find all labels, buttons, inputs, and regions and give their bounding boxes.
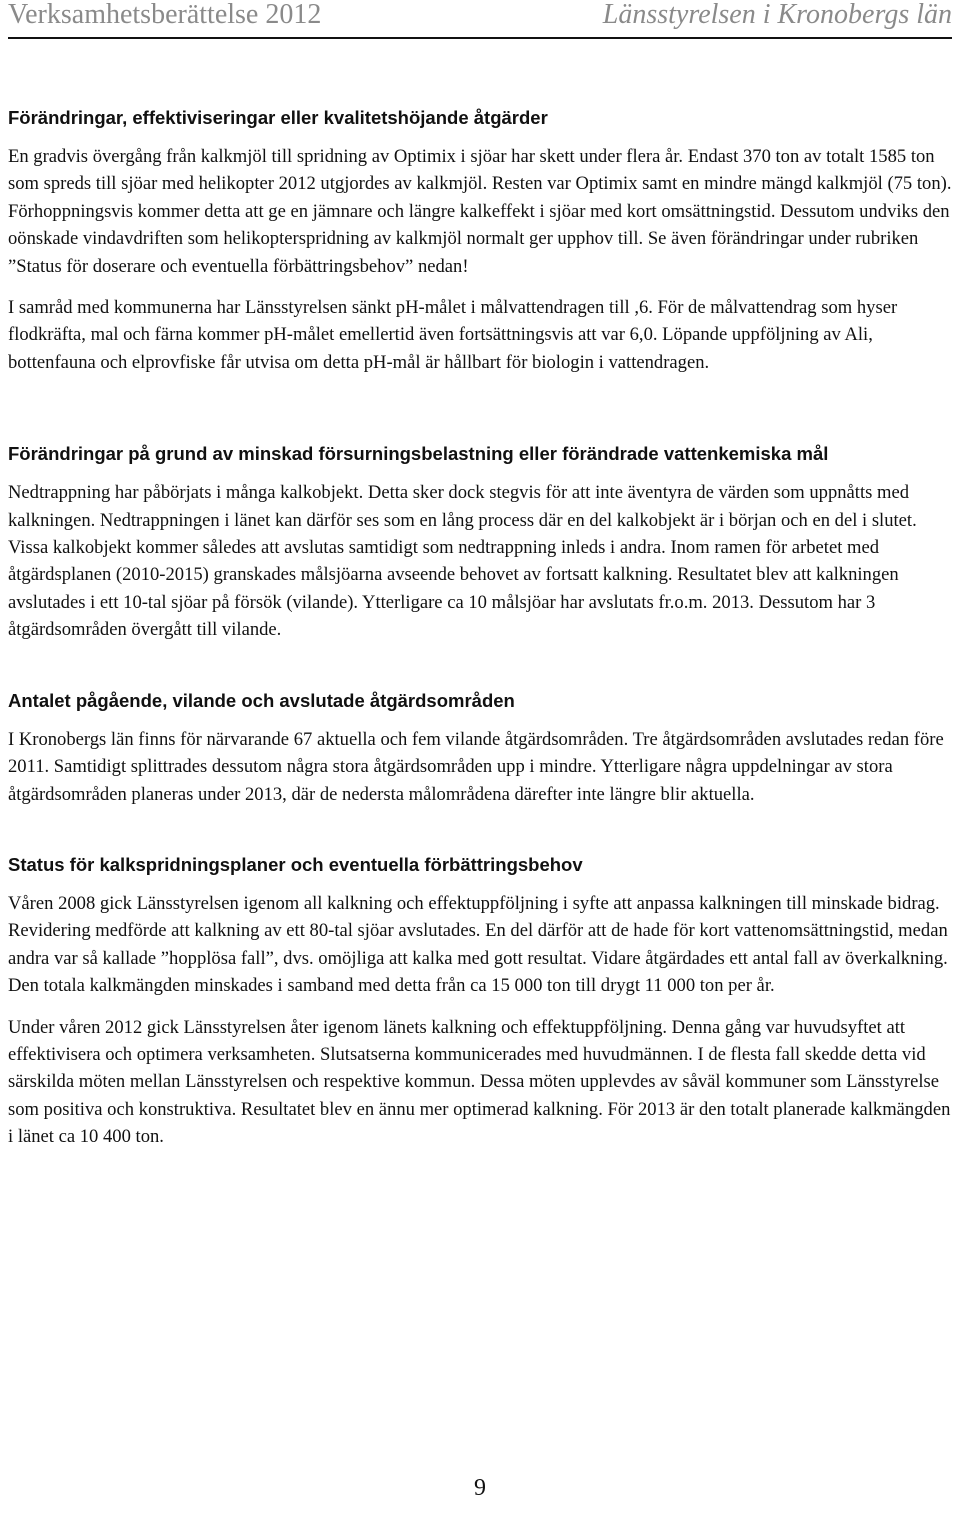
section-heading: Förändringar, effektiviseringar eller kvalitetshöjande åtgärder (8, 107, 548, 128)
page-number: 9 (474, 1475, 486, 1501)
paragraph: Under våren 2012 gick Länsstyrelsen åter igenom länets kalkning och effektuppföljning. Denna gång var huvudsyftet att effektivisera och optimera verksamheten. Slutsatserna kommunicerades med huvudmännen. I de flesta fall skedde detta vid särskilda möten mellan Länsstyrelsen och respektive kommun. Dessa möten upplevdes av såväl kommuner som Länsstyrelse som positiva och konstruktiva. Resultatet blev en ännu mer optimerad kalkning. För 2013 är den totalt planerade kalkmängden i länet ca 10 400 ton. (8, 1016, 951, 1148)
header-organization: Länsstyrelsen i Kronobergs län (602, 0, 952, 30)
paragraph: Våren 2008 gick Länsstyrelsen igenom all kalkning och effektuppföljning i syfte att anpassa kalkningen till minskade bidrag. Revidering medförde att kalkning av ett 80-tal sjöar avslutades. En del därför att de hade för kort vattenomsättningstid, medan andra var så kallade ”hopplösa fall”, dvs. omöjliga att kalka med gott resultat. Vidare åtgärdades ett antal fall av överkalkning. Den totala kalkmängden minskades i samband med detta från ca 15 000 ton till drygt 11 000 ton per år. (8, 892, 948, 997)
paragraph: Nedtrappning har påbörjats i många kalkobjekt. Detta sker dock stegvis för att inte äventyra de värden som uppnåtts med kalkningen. Nedtrappningen i länet kan därför ses som en lång process där en del kalkobjekt är i början och en del i slutet. Vissa kalkobjekt kommer således att avslutas samtidigt som nedtrappning inleds i andra. Inom ramen för arbetet med åtgärdsplanen (2010-2015) granskades målsjöarna avseende behovet av fortsatt kalkning. Resultatet blev att kalkningen avslutades i ett 10-tal sjöar på försök (vilande). Ytterligare ca 10 målsjöar har avslutats fr.o.m. 2013. Dessutom har 3 åtgärdsområden övergått till vilande. (8, 482, 917, 641)
section-heading: Antalet pågående, vilande och avslutade åtgärdsområden (8, 689, 515, 711)
page-header (8, 0, 952, 36)
section-liming-plans-status (8, 853, 952, 1151)
section-heading: Förändringar på grund av minskad försurningsbelastning eller förändrade vattenkemiska mål (8, 443, 829, 465)
page-content (8, 106, 952, 1151)
paragraph: En gradvis övergång från kalkmjöl till spridning av Optimix i sjöar har skett under flera år. Endast 370 ton av totalt 1585 ton som spreds till sjöar med helikopter 2012 utgjordes av kalkmjöl. Resten var Optimix samt en mindre mängd kalkmjöl (75 ton). Förhoppningsvis kommer detta att ge en jämnare och längre kalkeffekt i sjöar med kort omsättningstid. Dessutom undviks den oönskade vindavdriften som helikopterspridning av kalkmjöl normalt ger upphov till. Se även förändringar under rubriken ”Status för doserare och eventuella förbättringsbehov” nedan! (8, 146, 952, 277)
section-action-areas (8, 689, 952, 808)
paragraph: I Kronobergs län finns för närvarande 67 aktuella och fem vilande åtgärdsområden. Tre åtgärdsområden avslutades redan före 2011. Samtidigt splittrades dessutom några stora åtgärdsområden upp i mindre. Ytterligare några uppdelningar av stora åtgärdsområden planeras under 2013, där de nedersta målområdena därefter inte längre blir aktuella. (8, 728, 944, 805)
section-heading: Status för kalkspridningsplaner och eventuella förbättringsbehov (8, 853, 583, 875)
paragraph: I samråd med kommunerna har Länsstyrelsen sänkt pH-målet i målvattendragen till ,6. För de målvattendrag som hyser flodkräfta, mal och färna kommer pH-målet emellertid även fortsättningsvis att var 6,0. Löpande uppföljning av Ali, bottenfauna och elprovfiske får utvisa om detta pH-mål är hållbart för biologin i vattendragen. (8, 297, 898, 373)
section-reduced-acidification (8, 442, 952, 643)
header-rule (8, 37, 952, 39)
section-changes-efficiency (8, 106, 952, 376)
header-report-title: Verksamhetsberättelse 2012 (8, 0, 322, 30)
